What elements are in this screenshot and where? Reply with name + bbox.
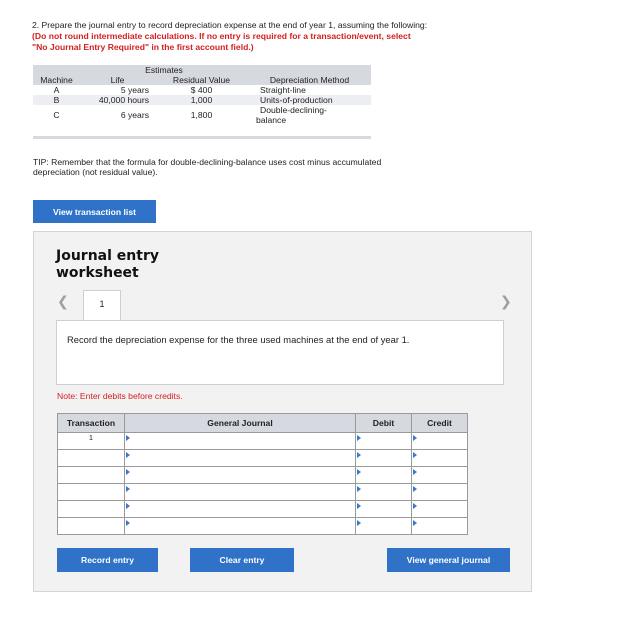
method-cell: Straight-line [260,85,306,95]
chevron-right-icon[interactable]: ❯ [500,293,512,309]
account-field[interactable] [125,450,356,467]
method-line-1: Double-declining- [260,105,327,115]
account-field[interactable] [125,518,356,535]
marker-icon [413,486,417,492]
transaction-cell [58,450,125,467]
marker-icon [357,503,361,509]
table-row [33,85,371,95]
table-row [58,467,468,484]
prompt-box: Record the depreciation expense for the three used machines at the end of year 1. [56,320,504,385]
table-bottom-bar [33,136,371,139]
dropdown-marker-icon [126,452,130,458]
question-instruction-2: "No Journal Entry Required" in the first account field.) [32,42,254,52]
table-row [33,105,371,125]
residual-cell: 1,800 [190,110,213,120]
debit-field[interactable] [356,518,412,535]
header-debit: Debit [356,414,412,433]
table-row [58,450,468,467]
table-row [58,518,468,535]
header-general-journal: General Journal [125,414,356,433]
credit-field[interactable] [412,484,468,501]
transaction-cell [58,501,125,518]
table-row [58,501,468,518]
debit-field[interactable] [356,450,412,467]
marker-icon [413,520,417,526]
marker-icon [413,503,417,509]
marker-icon [357,520,361,526]
debit-field[interactable] [356,501,412,518]
header-credit: Credit [412,414,468,433]
credit-field[interactable] [412,467,468,484]
col-method: Depreciation Method [248,75,371,85]
clear-entry-button[interactable]: Clear entry [190,548,294,572]
estimates-group-header: Estimates [80,65,248,75]
dropdown-marker-icon [126,435,130,441]
question-text: 2. Prepare the journal entry to record depreciation expense at the end of year 1, assuming the following: [32,20,428,30]
note-text: Note: Enter debits before credits. [57,391,183,401]
tip-line-1: TIP: Remember that the formula for double-declining-balance uses cost minus accumulated [33,157,382,167]
journal-table [57,413,468,535]
marker-icon [413,469,417,475]
account-field[interactable] [125,433,356,450]
debit-field[interactable] [356,484,412,501]
chevron-left-icon[interactable]: ❮ [57,293,69,309]
credit-field[interactable] [412,518,468,535]
marker-icon [357,469,361,475]
table-row [33,95,371,105]
tip-line-2: depreciation (not residual value). [33,167,158,177]
transaction-cell [58,518,125,535]
marker-icon [413,435,417,441]
residual-cell: $ 400 [190,85,213,95]
method-line-2: balance [256,115,287,125]
transaction-cell [58,484,125,501]
worksheet-title [56,248,159,282]
tip-text [33,157,473,177]
method-cell: Units-of-production [248,95,371,105]
question-instruction-1: (Do not round intermediate calculations. If no entry is required for a transaction/event, select [32,31,411,41]
marker-icon [357,486,361,492]
account-field[interactable] [125,484,356,501]
dropdown-marker-icon [126,520,130,526]
col-machine: Machine [33,75,80,85]
account-field[interactable] [125,501,356,518]
account-field[interactable] [125,467,356,484]
transaction-cell [58,467,125,484]
life-cell: 40,000 hours [80,95,155,105]
marker-icon [357,452,361,458]
life-cell: 5 years [120,85,149,95]
worksheet-title-line-1: Journal entry [56,248,159,264]
worksheet-title-line-2: worksheet [56,265,139,281]
tab-1[interactable]: 1 [83,290,121,320]
view-general-journal-button[interactable]: View general journal [387,548,510,572]
estimates-table [33,65,371,125]
table-row [58,433,468,450]
debit-field[interactable] [356,433,412,450]
machine-cell: A [53,85,60,95]
transaction-cell: 1 [58,433,125,450]
dropdown-marker-icon [126,469,130,475]
header-transaction: Transaction [58,414,125,433]
debit-field[interactable] [356,467,412,484]
record-entry-button[interactable]: Record entry [57,548,158,572]
table-row [58,484,468,501]
credit-field[interactable] [412,433,468,450]
view-transaction-list-button[interactable]: View transaction list [33,200,156,223]
marker-icon [413,452,417,458]
col-residual: Residual Value [155,75,248,85]
dropdown-marker-icon [126,503,130,509]
marker-icon [357,435,361,441]
dropdown-marker-icon [126,486,130,492]
credit-field[interactable] [412,501,468,518]
col-life: Life [80,75,155,85]
worksheet-panel [33,231,532,592]
credit-field[interactable] [412,450,468,467]
life-cell: 6 years [120,110,149,120]
question-header [32,20,602,53]
residual-cell: 1,000 [155,95,248,105]
machine-cell: B [33,95,80,105]
machine-cell: C [53,110,60,120]
method-cell [248,105,371,125]
